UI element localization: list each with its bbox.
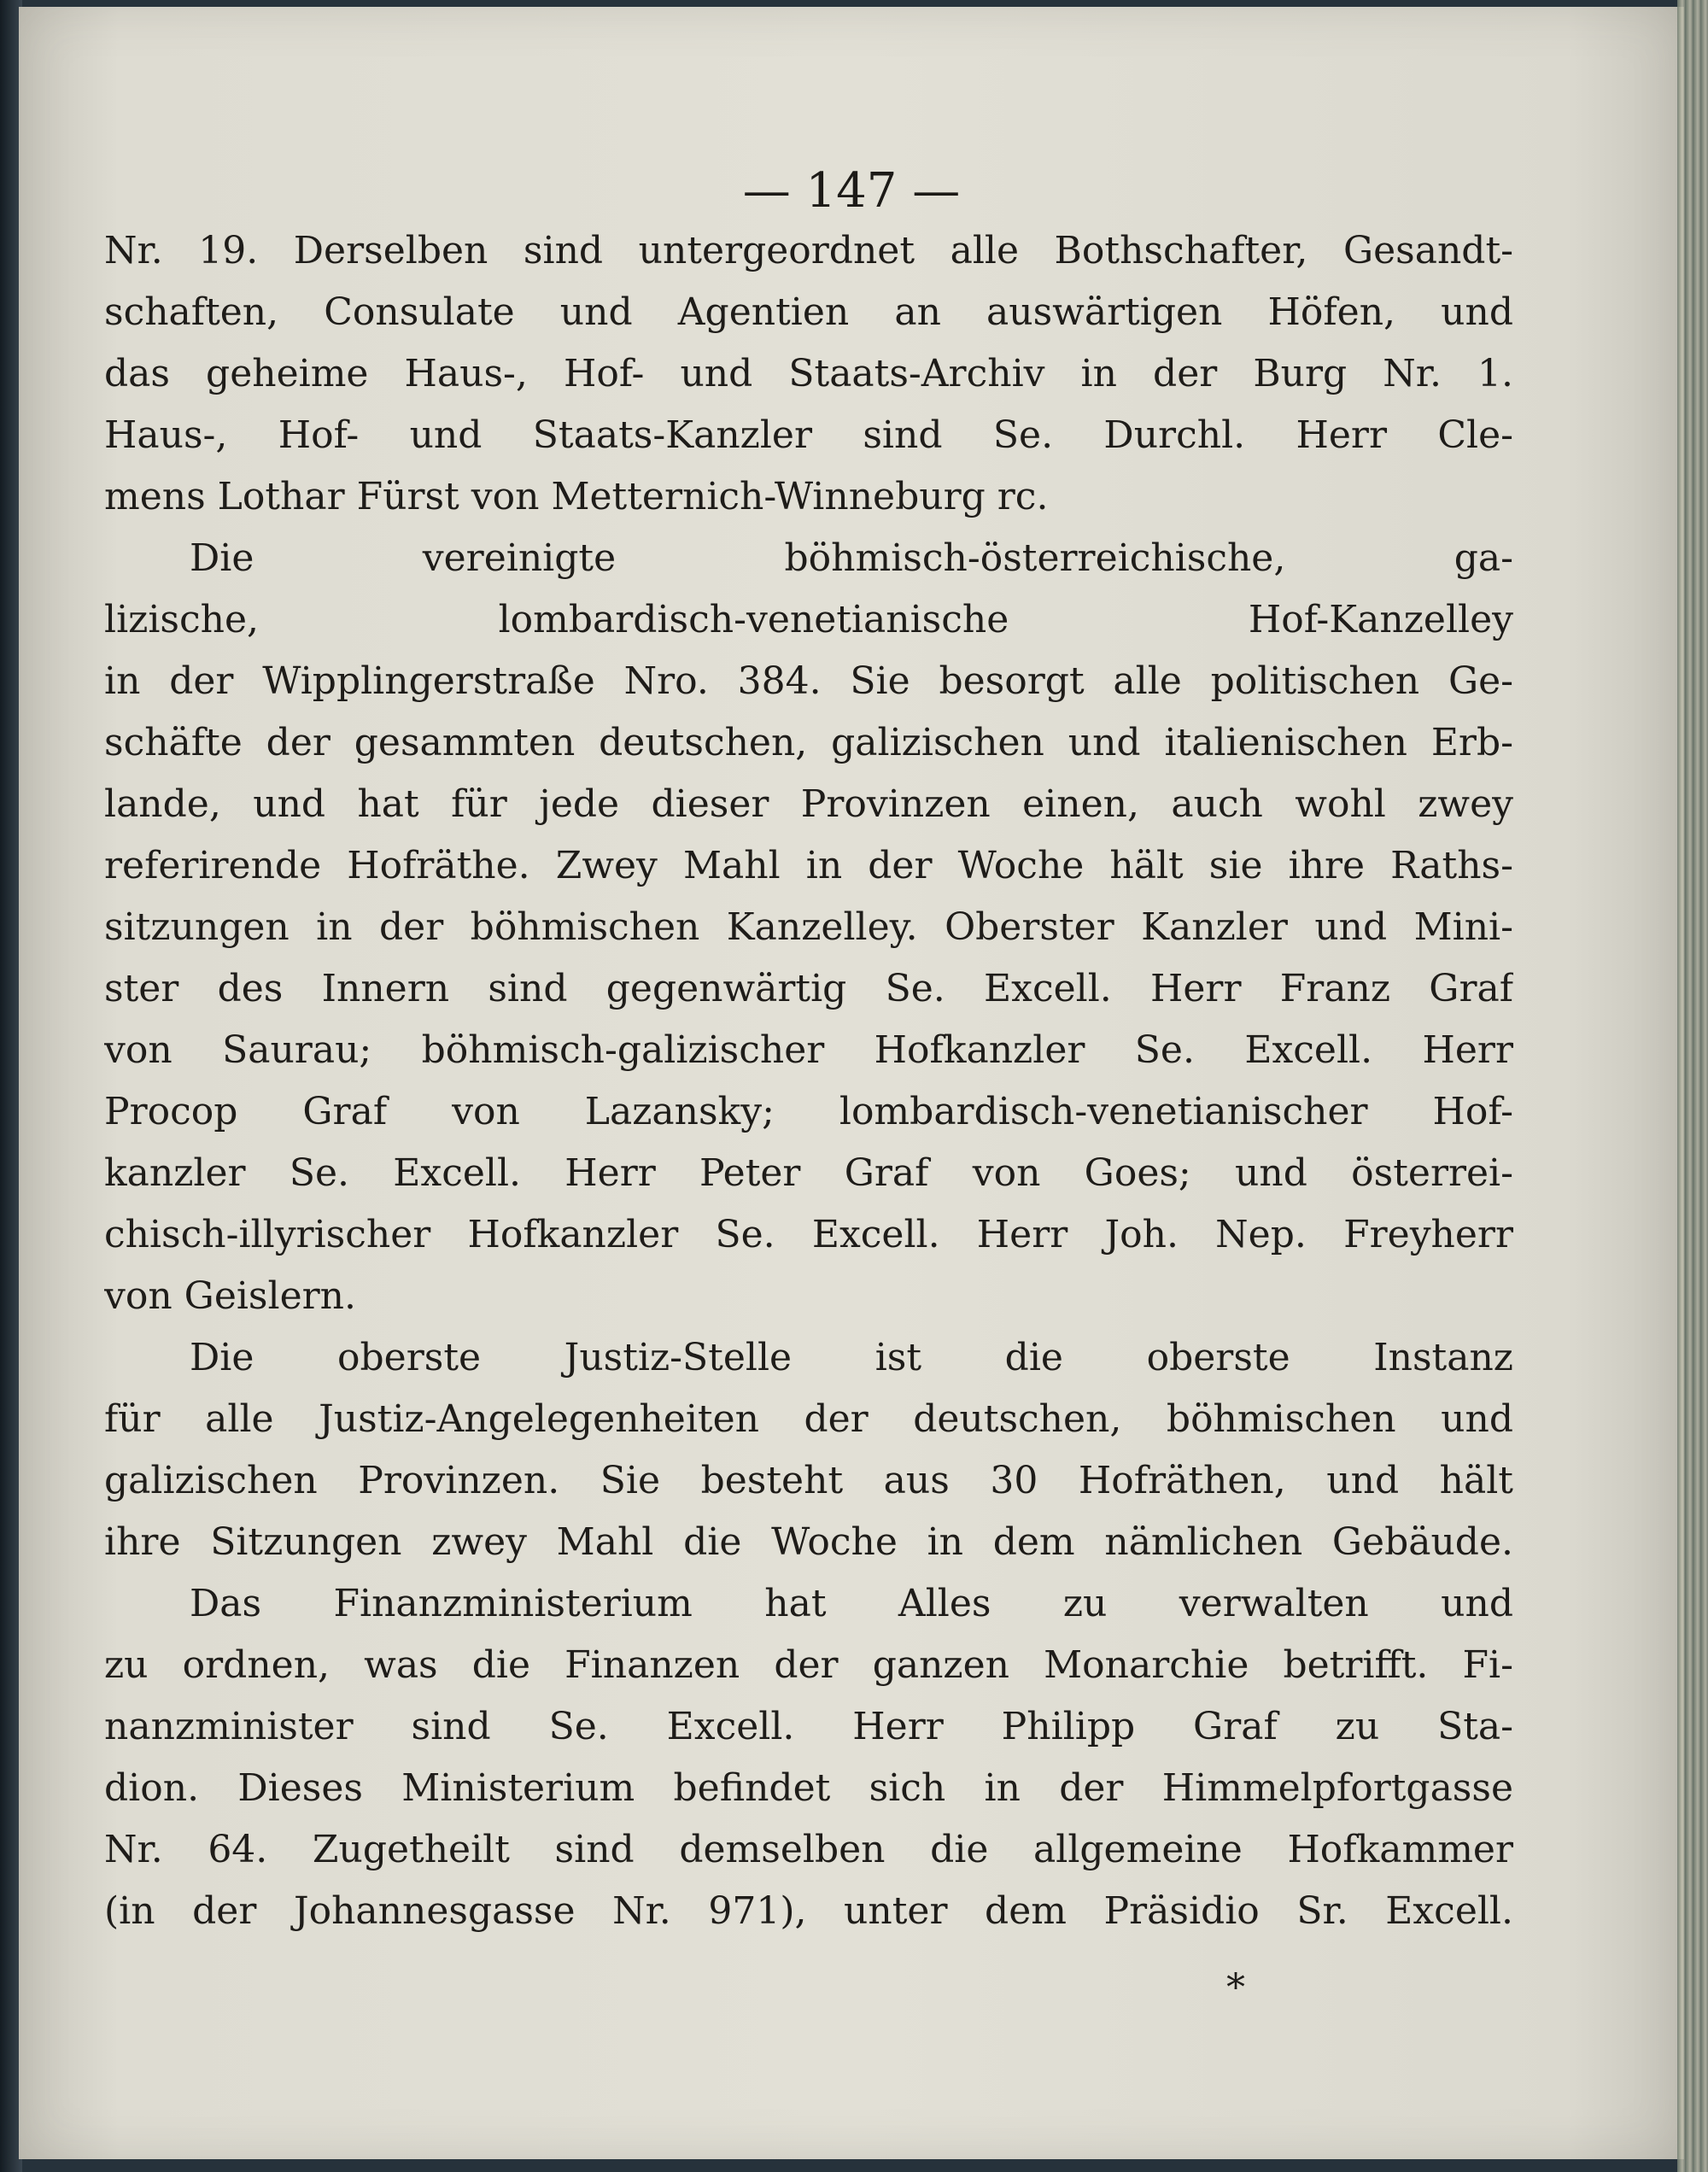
page-body [104, 220, 1513, 1942]
text-line: von Geislern. [104, 1274, 356, 1318]
text-line: kanzler Se. Excell. Herr Peter Graf von Goes; und österrei- [104, 1151, 1513, 1195]
text-line: lande, und hat für jede dieser Provinzen einen, auch wohl zwey [104, 782, 1513, 826]
page-edges [1677, 0, 1708, 2172]
text-line: (in der Johannesgasse Nr. 971), unter dem Präsidio Sr. Excell. [104, 1889, 1513, 1933]
text-line: in der Wipplingerstraße Nro. 384. Sie besorgt alle politischen Ge- [104, 659, 1513, 703]
text-line: referirende Hofräthe. Zwey Mahl in der Woche hält sie ihre Raths- [104, 844, 1513, 887]
text-line: Die oberste Justiz-Stelle ist die oberste Instanz [190, 1336, 1513, 1379]
text-line: von Saurau; böhmisch-galizischer Hofkanzler Se. Excell. Herr [104, 1028, 1513, 1072]
book-page [19, 7, 1684, 2159]
text-line: mens Lothar Fürst von Metternich-Winneburg rc. [104, 475, 1049, 518]
text-line: Nr. 19. Derselben sind untergeordnet alle Bothschafter, Gesandt- [104, 229, 1513, 272]
signature-mark: * [1226, 1966, 1245, 2010]
text-line: schaften, Consulate und Agentien an auswärtigen Höfen, und [104, 290, 1513, 334]
text-line: ihre Sitzungen zwey Mahl die Woche in dem nämlichen Gebäude. [104, 1520, 1513, 1564]
text-line: nanzminister sind Se. Excell. Herr Philipp Graf zu Sta- [104, 1705, 1513, 1748]
text-line: ster des Innern sind gegenwärtig Se. Excell. Herr Franz Graf [104, 967, 1513, 1010]
text-line: Das Finanzministerium hat Alles zu verwalten und [190, 1582, 1513, 1625]
text-line: Procop Graf von Lazansky; lombardisch-venetianischer Hof- [104, 1090, 1513, 1133]
text-line: dion. Dieses Ministerium befindet sich in der Himmelpfortgasse [104, 1766, 1513, 1810]
text-line: Nr. 64. Zugetheilt sind demselben die allgemeine Hofkammer [104, 1828, 1513, 1871]
text-line: Haus-, Hof- und Staats-Kanzler sind Se. Durchl. Herr Cle- [104, 413, 1513, 457]
text-line: lizische, lombardisch-venetianische Hof-Kanzelley [104, 598, 1513, 641]
text-line: Die vereinigte böhmisch-österreichische, ga- [190, 536, 1513, 580]
text-line: für alle Justiz-Angelegenheiten der deutschen, böhmischen und [104, 1397, 1513, 1441]
page-number: — 147 — [742, 163, 961, 219]
text-line: sitzungen in der böhmischen Kanzelley. Oberster Kanzler und Mini- [104, 905, 1513, 949]
text-line: das geheime Haus-, Hof- und Staats-Archiv in der Burg Nr. 1. [104, 352, 1513, 395]
text-line: zu ordnen, was die Finanzen der ganzen Monarchie betrifft. Fi- [104, 1643, 1513, 1687]
text-line: galizischen Provinzen. Sie besteht aus 30 Hofräthen, und hält [104, 1459, 1513, 1502]
text-line: chisch-illyrischer Hofkanzler Se. Excell. Herr Joh. Nep. Freyherr [104, 1213, 1513, 1256]
text-line: schäfte der gesammten deutschen, galizischen und italienischen Erb- [104, 721, 1513, 764]
